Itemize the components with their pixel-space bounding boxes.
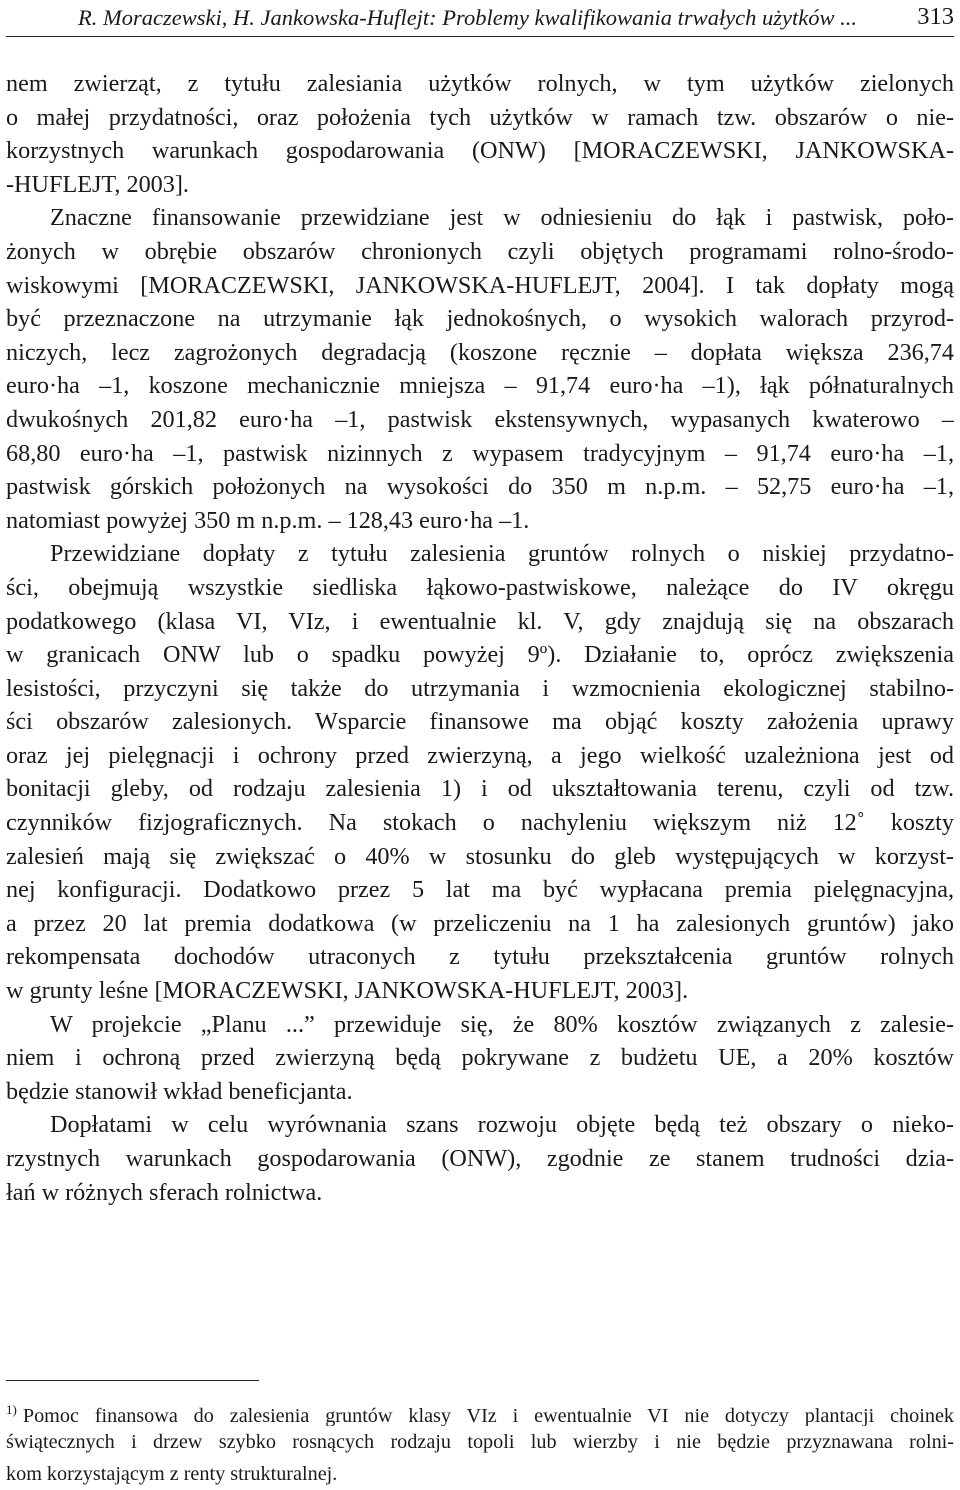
paragraph-start: Znaczne finansowanie przewidziane jest w odniesieniu do łąk i pastwisk, poło- xyxy=(50,204,954,232)
footnote-marker: 1) xyxy=(6,1402,17,1417)
text-line: oraz jej pielęgnacji i ochrony przed zwierzyną, a jego wielkość uzależniona jest od xyxy=(6,741,954,769)
text-line: dwukośnych 201,82 euro·ha –1, pastwisk ekstensywnych, wypasanych kwaterowo – xyxy=(6,405,954,433)
paragraph-start: W projekcie „Planu ...” przewiduje się, że 80% kosztów związanych z zalesie- xyxy=(50,1010,954,1038)
text-line: żonych w obrębie obszarów chronionych czyli objętych programami rolno-środo- xyxy=(6,237,954,265)
text-line: ści obszarów zalesionych. Wsparcie finansowe ma objąć koszty założenia uprawy xyxy=(6,708,954,736)
text-line: bonitacji gleby, od rodzaju zalesienia 1) i od ukształtowania terenu, czyli od tzw. xyxy=(6,775,954,803)
body-text xyxy=(6,67,954,1209)
text-line: czynników fizjograficznych. Na stokach o nachyleniu większym niż 12˚ koszty xyxy=(6,809,954,837)
text-line: zalesień mają się zwiększać o 40% w stosunku do gleb występujących w korzyst- xyxy=(6,842,954,870)
footnote-text: Pomoc finansowa do zalesienia gruntów klasy VIz i ewentualnie VI nie dotyczy plantacji choinek xyxy=(22,1405,954,1426)
text-line: natomiast powyżej 350 m n.p.m. – 128,43 euro·ha –1. xyxy=(6,506,530,534)
text-line: ści, obejmują wszystkie siedliska łąkowo-pastwiskowe, należące do IV okręgu xyxy=(6,573,954,601)
text-line: wiskowymi [MORACZEWSKI, JANKOWSKA-HUFLEJT, 2004]. I tak dopłaty mogą xyxy=(6,271,954,299)
text-line: rekompensata dochodów utraconych z tytułu przekształcenia gruntów rolnych xyxy=(6,943,954,971)
text-line: będzie stanowił wkład beneficjanta. xyxy=(6,1077,353,1105)
text-line: niem i ochroną przed zwierzyną będą pokrywane z budżetu UE, a 20% kosztów xyxy=(6,1044,954,1072)
footnote-line xyxy=(6,1394,954,1426)
text-line: niczych, lecz zagrożonych degradacją (koszone ręcznie – dopłata większa 236,74 xyxy=(6,338,954,366)
text-line: euro·ha –1, koszone mechanicznie mniejsza – 91,74 euro·ha –1), łąk półnaturalnych xyxy=(6,372,954,400)
text-line: nej konfiguracji. Dodatkowo przez 5 lat ma być wypłacana premia pielęgnacyjna, xyxy=(6,876,954,904)
paragraph-start: Przewidziane dopłaty z tytułu zalesienia gruntów rolnych o niskiej przydatno- xyxy=(50,540,954,568)
running-head-title: R. Moraczewski, H. Jankowska-Huflejt: Problemy kwalifikowania trwałych użytków ... xyxy=(78,5,858,30)
text-line: pastwisk górskich położonych na wysokości do 350 m n.p.m. – 52,75 euro·ha –1, xyxy=(6,473,954,501)
text-line: w granicach ONW lub o spadku powyżej 9º). Działanie to, oprócz zwiększenia xyxy=(6,641,954,669)
paragraph-start: Dopłatami w celu wyrównania szans rozwoju objęte będą też obszary o nieko- xyxy=(50,1111,954,1139)
text-line: nem zwierząt, z tytułu zalesiania użytków rolnych, w tym użytków zielonych xyxy=(6,70,954,97)
text-line: łań w różnych sferach rolnictwa. xyxy=(6,1178,323,1206)
text-line: korzystnych warunkach gospodarowania (ONW) [MORACZEWSKI, JANKOWSKA- xyxy=(6,137,954,165)
document-page xyxy=(6,0,954,1209)
text-line: -HUFLEJT, 2003]. xyxy=(6,170,189,198)
text-line: lesistości, przyczyni się także do utrzymania i wzmocnienia ekologicznej stabilno- xyxy=(6,674,954,702)
footnotes xyxy=(6,1394,954,1490)
footnote-line: świątecznych i drzew szybko rosnących rodzaju topoli lub wierzby i nie będzie przyznawana rolni- xyxy=(6,1431,954,1453)
text-line: o małej przydatności, oraz położenia tych użytków w ramach tzw. obszarów o nie- xyxy=(6,103,954,131)
text-line: być przeznaczone na utrzymanie łąk jednokośnych, o wysokich walorach przyrod- xyxy=(6,305,954,333)
text-line: w grunty leśne [MORACZEWSKI, JANKOWSKA-HUFLEJT, 2003]. xyxy=(6,977,689,1005)
page-number: 313 xyxy=(917,3,954,30)
text-line: a przez 20 lat premia dodatkowa (w przeliczeniu na 1 ha zalesionych gruntów) jako xyxy=(6,909,954,937)
running-head xyxy=(6,2,954,37)
text-line: rzystnych warunkach gospodarowania (ONW), zgodnie ze stanem trudności dzia- xyxy=(6,1145,954,1172)
footnote-line: kom korzystającym z renty strukturalnej. xyxy=(6,1463,338,1485)
footnote-divider xyxy=(6,1380,259,1381)
text-line: podatkowego (klasa VI, VIz, i ewentualnie kl. V, gdy znajdują się na obszarach xyxy=(6,607,954,635)
text-line: 68,80 euro·ha –1, pastwisk nizinnych z wypasem tradycyjnym – 91,74 euro·ha –1, xyxy=(6,439,954,467)
